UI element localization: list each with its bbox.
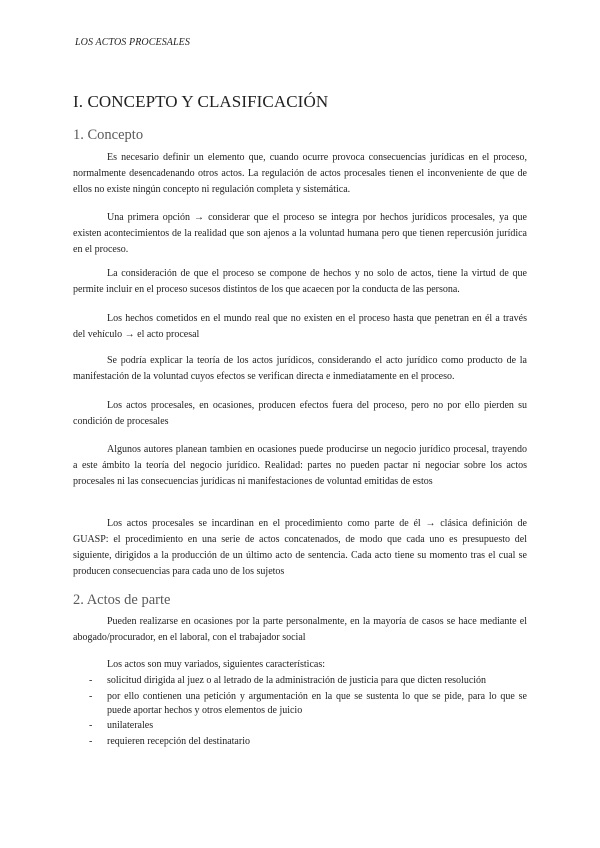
list-item [73, 735, 527, 749]
bullet-marker: - [89, 735, 93, 747]
paragraph-concepto-6: Los actos procesales, en ocasiones, producen efectos fuera del proceso, pero no por ello pierden su condición de procesales [73, 400, 527, 427]
paragraph-actos-parte-1: Pueden realizarse en ocasiones por la parte personalmente, en la mayoría de casos se hace mediante el abogado/procurador, en el laboral, con el trabajador social [73, 616, 527, 643]
paragraph-concepto-3: La consideración de que el proceso se compone de hechos y no solo de actos, tiene la virtud de que permite incluir en el proceso sucesos distintos de los que acaecen por la conducta de las persona. [73, 268, 527, 295]
section-heading: I. CONCEPTO Y CLASIFICACIÓN [73, 92, 329, 111]
list-item-text: por ello contienen una petición y argumentación en la que se sustenta lo que se pide, para lo que se puede aportar hechos y otros elementos de juicio [107, 690, 527, 716]
characteristics-list [73, 674, 527, 750]
bullet-marker: - [89, 720, 93, 731]
list-item-text: requieren recepción del destinatario [107, 735, 250, 747]
paragraph-concepto-5: Se podría explicar la teoría de los actos jurídicos, considerando el acto jurídico como producto de la manifestación de la voluntad cuyos efectos se verifican directa e inmediatamente en el proceso. [73, 355, 527, 382]
list-item [73, 719, 527, 733]
paragraph-actos-parte-2: Los actos son muy variados, siguientes características: [107, 659, 325, 670]
paragraph-concepto-7: Algunos autores planean tambien en ocasiones puede producirse un negocio jurídico procesal, trayendo a este ámbito la teoría del negocio jurídico. Realidad: partes no pueden pactar ni negociar sobre los actos procesales ni las consecuencias jurídicas ni manifestaciones de voluntad emitidas de estos [73, 444, 527, 487]
list-item-text: solicitud dirigida al juez o al letrado de la administración de justicia para que dicten resolución [107, 675, 487, 686]
subsection-heading-concepto: 1. Concepto [73, 127, 144, 143]
list-item-text: unilaterales [107, 720, 154, 731]
subsection-heading-actos-parte: 2. Actos de parte [73, 592, 171, 608]
paragraph-concepto-4: Los hechos cometidos en el mundo real que no existen en el proceso hasta que penetran en él a través del vehículo → el acto procesal [73, 313, 527, 340]
bullet-marker: - [89, 675, 93, 686]
paragraph-concepto-8: Los actos procesales se incardinan en el procedimiento como parte de él → clásica definición de GUASP: el procedimiento en una serie de actos concatenados, de modo que cada uno es presupuesto del siguiente, dirigidos a la producción de un último acto de sentencia. Cada acto tiene su momento tras el cual se producen consecuencias para cada uno de los sujetos [73, 518, 527, 577]
list-item [73, 674, 527, 688]
running-header: LOS ACTOS PROCESALES [75, 37, 190, 48]
paragraph-concepto-2: Una primera opción → considerar que el proceso se integra por hechos jurídicos procesales, ya que existen acontecimientos de la realidad que son ajenos a la voluntad humana pero que tienen repercusión jurídica en el proceso. [73, 212, 527, 255]
paragraph-concepto-1: Es necesario definir un elemento que, cuando ocurre provoca consecuencias jurídicas en el proceso, normalmente desencadenando otros actos. La regulación de actos procesales tienen el inconveniente de que de ellos no existe ningún concepto ni regulación completa y sistemática. [73, 152, 527, 195]
list-item [73, 690, 527, 718]
bullet-marker: - [89, 690, 93, 702]
